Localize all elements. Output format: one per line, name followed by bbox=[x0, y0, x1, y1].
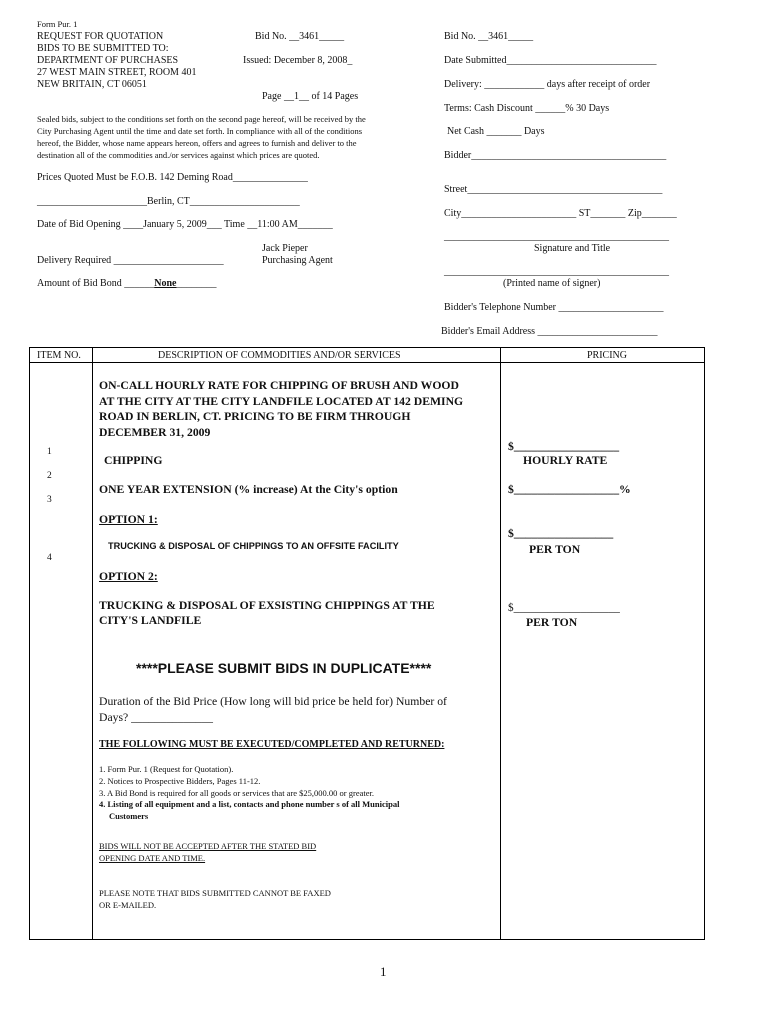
bid-bond-value: None bbox=[154, 278, 177, 289]
requirements-list bbox=[99, 764, 399, 823]
page-number: 1 bbox=[380, 964, 387, 979]
col-item-header: ITEM NO. bbox=[37, 350, 81, 361]
signature-line[interactable]: _____________________________________________ bbox=[444, 231, 669, 242]
sealed-bids-line: Sealed bids, subject to the conditions set forth on the second page hereof, will be received by the bbox=[37, 114, 366, 124]
email-field[interactable]: Bidder's Email Address ________________________ bbox=[441, 326, 658, 337]
bidder-field[interactable]: Bidder_______________________________________ bbox=[444, 150, 667, 161]
service-intro-line: DECEMBER 31, 2009 bbox=[99, 425, 211, 439]
signature-label: Signature and Title bbox=[534, 243, 611, 254]
submit-duplicate-notice: ****PLEASE SUBMIT BIDS IN DUPLICATE**** bbox=[136, 660, 432, 676]
item-number: 2 bbox=[47, 471, 52, 481]
service-intro-line: ON-CALL HOURLY RATE FOR CHIPPING OF BRUSH AND WOOD bbox=[99, 379, 459, 392]
requirement-item: 2. Notices to Prospective Bidders, Pages 11-12. bbox=[99, 775, 261, 786]
fax-email-notice-line: PLEASE NOTE THAT BIDS SUBMITTED CANNOT BE FAXED bbox=[99, 888, 331, 898]
item-trucking-landfill bbox=[99, 598, 435, 628]
requirement-item: 3. A Bid Bond is required for all goods or services that are $25,000.00 or greater. bbox=[99, 787, 375, 798]
form-number: Form Pur. 1 bbox=[37, 19, 78, 29]
service-intro bbox=[99, 378, 463, 440]
department-name: DEPARTMENT OF PURCHASES bbox=[37, 55, 179, 66]
telephone-field[interactable]: Bidder's Telephone Number _____________________ bbox=[444, 302, 664, 313]
item-extension: ONE YEAR EXTENSION (% increase) At the City's option bbox=[99, 483, 398, 496]
deadline-notice bbox=[99, 841, 316, 865]
fax-email-notice bbox=[99, 888, 331, 912]
deadline-notice-line: OPENING DATE AND TIME. bbox=[99, 852, 206, 863]
printed-name-label: (Printed name of signer) bbox=[503, 278, 601, 289]
column-divider bbox=[500, 347, 501, 940]
delivery-days-field[interactable]: Delivery: ____________ days after receipt of order bbox=[444, 79, 651, 90]
deadline-notice-line: BIDS WILL NOT BE ACCEPTED AFTER THE STATED BID bbox=[99, 841, 317, 851]
bid-number-right: Bid No. __3461_____ bbox=[444, 31, 534, 42]
city-state-zip-field[interactable]: City_______________________ ST_______ Zip_______ bbox=[444, 208, 677, 219]
item-trucking-landfill-line: CITY'S LANDFILE bbox=[99, 614, 202, 627]
item-chipping: CHIPPING bbox=[104, 454, 163, 467]
street-address: 27 WEST MAIN STREET, ROOM 401 bbox=[37, 67, 197, 78]
hourly-rate-price-field[interactable]: $__________________ bbox=[508, 440, 620, 453]
service-intro-line: ROAD IN BERLIN, CT. PRICING TO BE FIRM THROUGH bbox=[99, 410, 411, 423]
bid-bond-field[interactable] bbox=[37, 278, 216, 291]
cash-discount-field[interactable]: Terms: Cash Discount ______% 30 Days bbox=[444, 103, 610, 114]
submit-to-label: BIDS TO BE SUBMITTED TO: bbox=[37, 43, 169, 54]
option1-price-field[interactable]: $_________________ bbox=[508, 527, 614, 540]
net-cash-field[interactable]: Net Cash _______ Days bbox=[447, 126, 545, 137]
fob-field[interactable]: Prices Quoted Must be F.O.B. 142 Deming Road_______________ bbox=[37, 172, 308, 183]
item-trucking-landfill-line: TRUCKING & DISPOSAL OF EXSISTING CHIPPINGS AT THE bbox=[99, 599, 435, 612]
service-intro-line: AT THE CITY AT THE CITY LANDFILE LOCATED AT 142 DEMING bbox=[99, 394, 464, 408]
bid-bond-prefix: Amount of Bid Bond ______ bbox=[37, 278, 155, 289]
delivery-required-field[interactable]: Delivery Required ______________________ bbox=[37, 255, 224, 266]
extension-percent-field[interactable]: $__________________% bbox=[508, 483, 631, 496]
bid-number: Bid No. __3461_____ bbox=[255, 31, 345, 42]
option2-price-field[interactable]: $___________________ bbox=[508, 602, 620, 614]
bid-bond-suffix: ________ bbox=[176, 278, 217, 289]
page-count: Page __1__ of 14 Pages bbox=[262, 91, 359, 102]
agent-title: Purchasing Agent bbox=[262, 255, 333, 266]
sealed-bids-line: City Purchasing Agent until the time and date set forth. In compliance with all of the conditions bbox=[37, 126, 363, 136]
fax-email-notice-line: OR E-MAILED. bbox=[99, 899, 157, 910]
fob-city-field[interactable]: ______________________Berlin, CT______________________ bbox=[37, 196, 300, 207]
street-field[interactable]: Street_______________________________________ bbox=[444, 184, 663, 195]
bid-duration-line: Duration of the Bid Price (How long will bid price be held for) Number of bbox=[99, 695, 447, 708]
sealed-bids-line: hereof, the Bidder, whose name appears hereon, offers and agrees to furnish and deliver to the bbox=[37, 138, 357, 148]
hourly-rate-label: HOURLY RATE bbox=[523, 454, 608, 467]
agent-name: Jack Pieper bbox=[262, 243, 308, 254]
option1-heading: OPTION 1: bbox=[99, 513, 158, 526]
item-trucking-offsite: TRUCKING & DISPOSAL OF CHIPPINGS TO AN OFFSITE FACILITY bbox=[108, 541, 399, 551]
requirement-item: 4. Listing of all equipment and a list, contacts and phone number s of all Municipal bbox=[99, 799, 400, 810]
column-divider bbox=[92, 347, 93, 940]
option2-per-ton-label: PER TON bbox=[526, 616, 578, 629]
bid-duration-field[interactable] bbox=[99, 694, 447, 725]
requirement-item: Customers bbox=[109, 811, 149, 822]
bid-opening-field[interactable]: Date of Bid Opening ____January 5, 2009___ Time __11:00 AM_______ bbox=[37, 219, 333, 230]
option2-heading: OPTION 2: bbox=[99, 570, 158, 583]
printed-name-line[interactable]: _____________________________________________ bbox=[444, 266, 669, 277]
rfq-title: REQUEST FOR QUOTATION bbox=[37, 31, 164, 42]
col-description-header: DESCRIPTION OF COMMODITIES AND/OR SERVICES bbox=[158, 350, 401, 361]
issued-date: Issued: December 8, 2008_ bbox=[243, 55, 353, 66]
requirements-heading: THE FOLLOWING MUST BE EXECUTED/COMPLETED AND RETURNED: bbox=[99, 739, 445, 750]
requirement-item: 1. Form Pur. 1 (Request for Quotation). bbox=[99, 764, 234, 774]
bid-duration-line: Days? ______________ bbox=[99, 710, 213, 724]
option1-per-ton-label: PER TON bbox=[529, 543, 581, 556]
date-submitted-field[interactable]: Date Submitted______________________________ bbox=[444, 55, 657, 66]
sealed-bids-line: destination all of the commodities and./or services against which prices are quoted. bbox=[37, 150, 320, 160]
item-number: 1 bbox=[47, 447, 52, 457]
col-pricing-header: PRICING bbox=[587, 350, 628, 361]
item-number: 3 bbox=[47, 495, 52, 505]
city-address: NEW BRITAIN, CT 06051 bbox=[37, 79, 147, 90]
item-number: 4 bbox=[47, 553, 52, 563]
